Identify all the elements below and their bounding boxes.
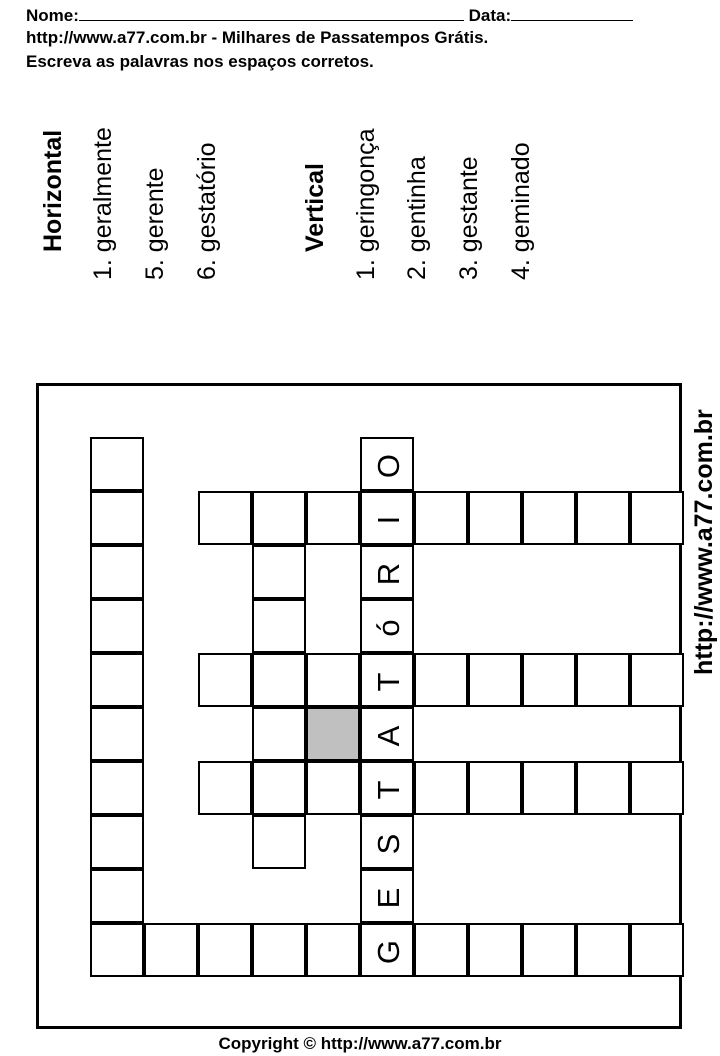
grid-cell[interactable]: [522, 653, 576, 707]
grid-cell[interactable]: [360, 545, 414, 599]
vertical-clue: 4. geminado: [507, 142, 535, 280]
grid-cell[interactable]: [360, 653, 414, 707]
side-url: http://www.a77.com.br: [690, 409, 718, 675]
grid-cell[interactable]: [360, 869, 414, 923]
grid-cell[interactable]: [522, 491, 576, 545]
grid-cell[interactable]: [252, 761, 306, 815]
grid-cell[interactable]: [90, 761, 144, 815]
horizontal-title: Horizontal: [39, 129, 67, 252]
grid-cell[interactable]: [90, 707, 144, 761]
grid-cell[interactable]: [468, 761, 522, 815]
grid-cell[interactable]: [468, 923, 522, 977]
cell-letter: S: [371, 833, 406, 855]
horizontal-clue: 5. gerente: [141, 167, 169, 280]
grid-cell[interactable]: [522, 761, 576, 815]
grid-cell[interactable]: [414, 923, 468, 977]
blocked-cell: [306, 707, 360, 761]
date-field[interactable]: [511, 4, 633, 21]
vertical-clue: 1. geringonça: [352, 128, 380, 280]
cell-letter: I: [371, 515, 406, 525]
grid-cell[interactable]: [360, 815, 414, 869]
grid-cell[interactable]: [198, 491, 252, 545]
grid-cell[interactable]: [468, 491, 522, 545]
grid-cell[interactable]: [252, 815, 306, 869]
grid-cell[interactable]: [468, 653, 522, 707]
grid-cell[interactable]: [306, 761, 360, 815]
cell-letter: A: [371, 725, 406, 747]
grid-cell[interactable]: [630, 653, 684, 707]
cell-letter: ó: [371, 619, 406, 637]
grid-cell[interactable]: [90, 437, 144, 491]
grid-cell[interactable]: [576, 491, 630, 545]
grid-cell[interactable]: [198, 923, 252, 977]
grid-cell[interactable]: [522, 923, 576, 977]
vertical-clue: 2. gentinha: [403, 156, 431, 280]
grid-cell[interactable]: [90, 599, 144, 653]
grid-cell[interactable]: [252, 653, 306, 707]
grid-cell[interactable]: [306, 491, 360, 545]
grid-cell[interactable]: [630, 761, 684, 815]
name-label: Nome:: [26, 6, 79, 25]
grid-cell[interactable]: [252, 923, 306, 977]
grid-cell[interactable]: [576, 923, 630, 977]
grid-cell[interactable]: [306, 653, 360, 707]
cell-letter: T: [371, 672, 406, 692]
date-label: Data:: [468, 6, 512, 25]
horizontal-clue: 1. geralmente: [89, 127, 117, 280]
name-field[interactable]: [79, 4, 464, 21]
grid-cell[interactable]: [252, 599, 306, 653]
grid-cell[interactable]: [306, 923, 360, 977]
grid-cell[interactable]: [252, 707, 306, 761]
grid-cell[interactable]: [252, 491, 306, 545]
grid-cell[interactable]: [90, 869, 144, 923]
grid-cell[interactable]: [198, 653, 252, 707]
name-date-line: [26, 4, 633, 26]
horizontal-clue: 6. gestatório: [193, 142, 221, 280]
grid-cell[interactable]: [144, 923, 198, 977]
grid-cell[interactable]: [630, 491, 684, 545]
grid-cell[interactable]: [360, 599, 414, 653]
grid-cell[interactable]: [90, 653, 144, 707]
grid-cell[interactable]: [90, 815, 144, 869]
grid-cell[interactable]: [630, 923, 684, 977]
grid-cell[interactable]: [360, 491, 414, 545]
grid-cell[interactable]: [576, 761, 630, 815]
cell-letter: O: [371, 453, 406, 479]
cell-letter: T: [371, 780, 406, 800]
grid-cell[interactable]: [360, 707, 414, 761]
copyright: Copyright © http://www.a77.com.br: [218, 1034, 502, 1053]
vertical-title: Vertical: [301, 163, 329, 252]
grid-cell[interactable]: [360, 761, 414, 815]
cell-letter: G: [371, 939, 406, 965]
grid-cell[interactable]: [90, 491, 144, 545]
site-line: http://www.a77.com.br - Milhares de Passatempos Grátis.: [26, 28, 489, 47]
instruction: Escreva as palavras nos espaços corretos.: [26, 52, 374, 71]
grid-cell[interactable]: [576, 653, 630, 707]
grid-cell[interactable]: [414, 653, 468, 707]
grid-cell[interactable]: [252, 545, 306, 599]
grid-cell[interactable]: [360, 923, 414, 977]
cell-letter: R: [371, 562, 406, 586]
grid-cell[interactable]: [198, 761, 252, 815]
grid-cell[interactable]: [360, 437, 414, 491]
grid-cell[interactable]: [90, 545, 144, 599]
grid-cell[interactable]: [414, 491, 468, 545]
grid-cell[interactable]: [414, 761, 468, 815]
vertical-clue: 3. gestante: [455, 156, 483, 280]
grid-cell[interactable]: [90, 923, 144, 977]
cell-letter: E: [371, 887, 406, 909]
